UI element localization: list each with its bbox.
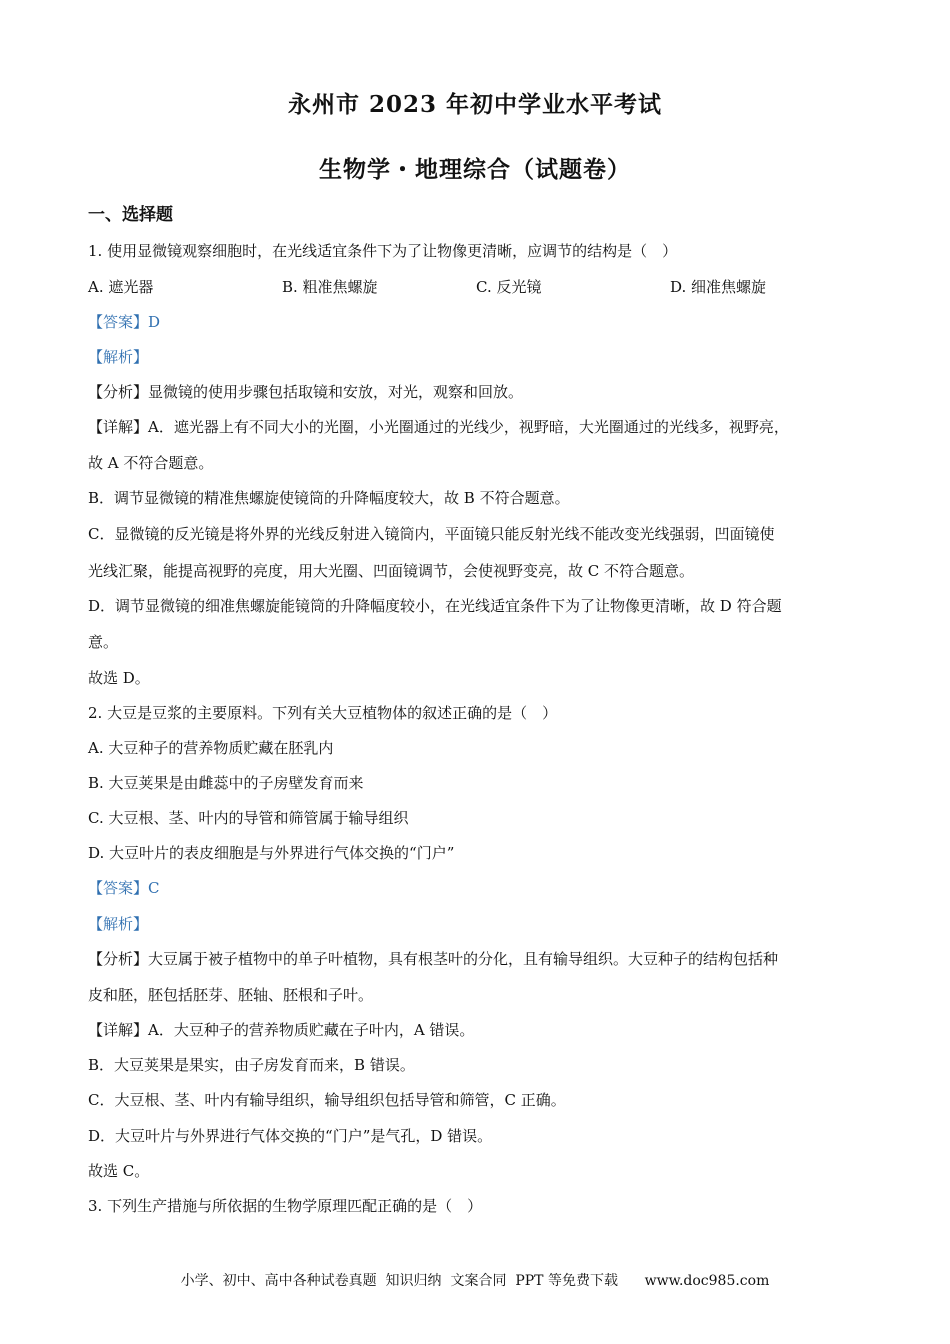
q2-conclusion: 故选 C。 bbox=[88, 1162, 150, 1180]
q2-analysis-line: C．大豆根、茎、叶内有输导组织，输导组织包括导管和筛管，C 正确。 bbox=[88, 1091, 566, 1109]
exam-title: 永州市 2023 年初中学业水平考试 bbox=[287, 91, 663, 118]
q1-analysis-line: 意。 bbox=[88, 633, 119, 651]
q2-stem: 2. 大豆是豆浆的主要原料。下列有关大豆植物体的叙述正确的是（ ） bbox=[88, 704, 558, 722]
q2-option-b: B. 大豆荚果是由雌蕊中的子房壁发育而来 bbox=[88, 774, 364, 792]
q1-option-d: D. 细准焦螺旋 bbox=[670, 278, 767, 296]
q1-option-b: B. 粗准焦螺旋 bbox=[282, 278, 378, 296]
exam-subtitle: 生物学・地理综合（试题卷） bbox=[319, 156, 631, 183]
q2-analysis-line: D．大豆叶片与外界进行气体交换的“门户”是气孔，D 错误。 bbox=[88, 1127, 493, 1145]
q1-analysis-line: 【分析】显微镜的使用步骤包括取镜和安放，对光，观察和回放。 bbox=[88, 383, 524, 401]
q1-analysis-line: 光线汇聚，能提高视野的亮度，用大光圈、凹面镜调节，会使视野变亮，故 C 不符合题意。 bbox=[88, 562, 695, 580]
q1-analysis-line: D．调节显微镜的细准焦螺旋能镜筒的升降幅度较小，在光线适宜条件下为了让物像更清晰，故 D 符合题 bbox=[88, 597, 782, 615]
q1-analysis-line: 【详解】A．遮光器上有不同大小的光圈，小光圈通过的光线少，视野暗，大光圈通过的光线多，视野亮， bbox=[88, 418, 789, 436]
q2-option-c: C. 大豆根、茎、叶内的导管和筛管属于输导组织 bbox=[88, 809, 409, 827]
q2-analysis-line: 【详解】A．大豆种子的营养物质贮藏在子叶内，A 错误。 bbox=[88, 1021, 475, 1039]
q2-analysis-line: 皮和胚，胚包括胚芽、胚轴、胚根和子叶。 bbox=[88, 986, 374, 1004]
q1-analysis-label: 【解析】 bbox=[88, 348, 149, 366]
q1-conclusion: 故选 D。 bbox=[88, 669, 150, 687]
q1-option-a: A. 遮光器 bbox=[88, 278, 154, 296]
q1-analysis-line: 故 A 不符合题意。 bbox=[88, 454, 214, 472]
q3-stem: 3. 下列生产措施与所依据的生物学原理匹配正确的是（ ） bbox=[88, 1197, 483, 1215]
page-footer: 小学、初中、高中各种试卷真题 知识归纳 文案合同 PPT 等免费下载 www.doc985.com bbox=[180, 1273, 770, 1289]
q2-answer: 【答案】C bbox=[88, 879, 160, 897]
q2-option-d: D. 大豆叶片的表皮细胞是与外界进行气体交换的“门户” bbox=[88, 844, 455, 862]
q1-stem: 1. 使用显微镜观察细胞时，在光线适宜条件下为了让物像更清晰，应调节的结构是（ ） bbox=[88, 242, 678, 260]
q1-answer: 【答案】D bbox=[88, 313, 161, 331]
q2-analysis-line: 【分析】大豆属于被子植物中的单子叶植物，具有根茎叶的分化，且有输导组织。大豆种子的结构包括种 bbox=[88, 950, 779, 968]
q2-analysis-label: 【解析】 bbox=[88, 915, 149, 933]
q1-option-c: C. 反光镜 bbox=[476, 278, 542, 296]
q1-analysis-line: C．显微镜的反光镜是将外界的光线反射进入镜筒内，平面镜只能反射光线不能改变光线强弱，凹面镜使 bbox=[88, 525, 775, 543]
q1-analysis-line: B．调节显微镜的精准焦螺旋使镜筒的升降幅度较大，故 B 不符合题意。 bbox=[88, 489, 570, 507]
q2-analysis-line: B．大豆荚果是果实，由子房发育而来，B 错误。 bbox=[88, 1056, 415, 1074]
section-heading: 一、选择题 bbox=[88, 205, 173, 225]
q2-option-a: A. 大豆种子的营养物质贮藏在胚乳内 bbox=[88, 739, 334, 757]
